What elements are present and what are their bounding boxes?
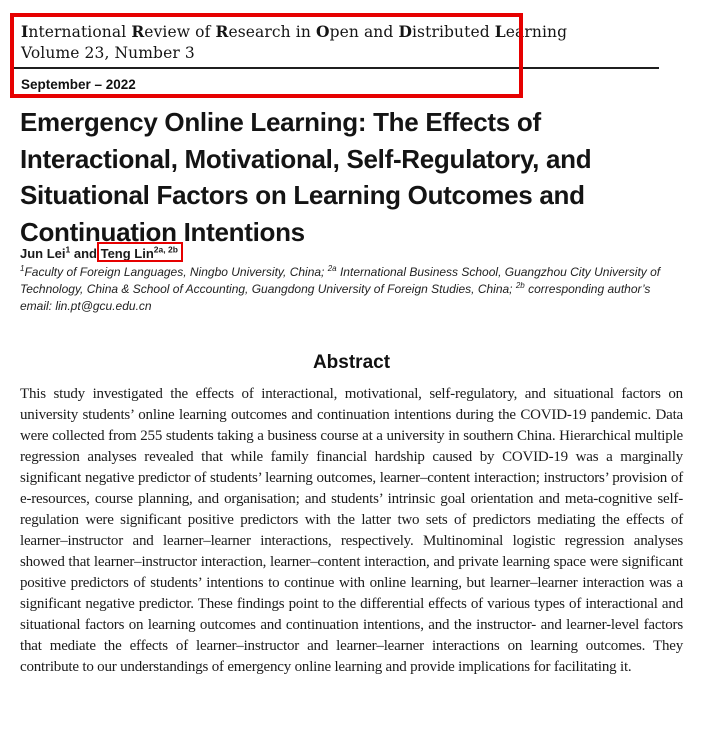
affiliation-superscript-1: 1	[20, 264, 25, 273]
journal-title-segment: eview of	[144, 23, 216, 41]
affiliation-part-2: International Business School, Guangzhou City University of Technology, China & School of Accounting, Guangdong University of Foreign Studies, China;	[20, 265, 661, 296]
journal-title-segment: O	[315, 22, 330, 41]
affiliation-superscript-2b: 2b	[515, 281, 525, 290]
journal-title-segment: pen and	[329, 23, 399, 41]
journal-title-segment: R	[131, 22, 145, 41]
abstract-body: This study investigated the effects of interactional, motivational, self-regulatory, and situational factors on university students’ online learning outcomes and continuation intentions during the COVID-19 pandemic. Data were collected from 255 students taking a business course at a university in southern China. Hierarchical multiple regression analyses revealed that while family financial hardship caused by COVID-19 was a marginally significant negative predictor of students’ learning outcomes, learner–content interaction; instructors’ provision of e-resources, course planning, and organisation; and students’ intrinsic goal orientation and meta-cognitive self-regulation were significant positive predictors with the latter two sets of predictors mediating the effects of learner–instructor and learner–learner interactions, respectively. Multinominal logistic regression analyses showed that learner–instructor interaction, learner–content interaction, and private learning space were significant positive predictors of students’ intentions to continue with online learning, but learner–learner interaction was a significant negative predictor. These findings point to the differential effects of various types of interactional and situational factors on learning outcomes and continuation intentions, and the instructor- and learner-level factors that mediate the effects of learner–instructor and learner–learner interactions on learning outcomes. They contribute to our understandings of emergency online learning and provide implications for facilitating it.	[20, 386, 683, 675]
journal-title-line	[21, 21, 567, 43]
affiliation-part-1: Faculty of Foreign Languages, Ningbo University, China;	[24, 265, 328, 279]
author-2-name: Teng Lin	[100, 246, 154, 261]
author-line	[20, 246, 178, 261]
masthead-divider-rule	[13, 67, 659, 69]
article-title: Emergency Online Learning: The Effects of Interactional, Motivational, Self-Regulatory, and Situational Factors on Learning Outcomes and Continuation Intentions	[20, 107, 592, 247]
journal-title-segment: istributed	[412, 23, 495, 41]
journal-title-segment: R	[215, 22, 229, 41]
author-2-annotation-box	[101, 246, 178, 261]
journal-volume-line: Volume 23, Number 3	[21, 44, 195, 62]
journal-title-segment: earning	[505, 23, 568, 41]
journal-title-segment: I	[21, 22, 29, 41]
journal-title-segment: L	[494, 22, 506, 41]
author-2-superscript: 2a, 2b	[153, 244, 178, 255]
abstract-heading: Abstract	[312, 352, 391, 373]
author-1-name: Jun Lei	[20, 246, 66, 261]
journal-masthead-text	[21, 21, 567, 64]
journal-title-segment: esearch in	[228, 23, 316, 41]
author-1-superscript: 1	[65, 244, 71, 255]
affiliation-superscript-2a: 2a	[327, 264, 337, 273]
journal-title-segment: nternational	[28, 23, 132, 41]
journal-title-segment: D	[398, 22, 412, 41]
affiliation-part-3: corresponding author’s email: lin.pt@gcu.edu.cn	[20, 282, 651, 313]
issue-date: September – 2022	[21, 77, 136, 92]
affiliations	[20, 264, 684, 315]
author-connector: and	[70, 246, 101, 261]
